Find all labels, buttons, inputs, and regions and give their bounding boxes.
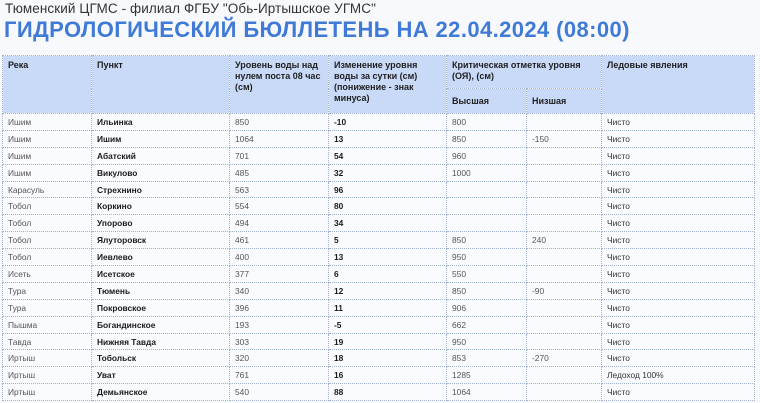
cell-level: 494	[230, 215, 329, 232]
cell-level: 701	[230, 147, 329, 164]
table-row	[3, 282, 755, 299]
cell-change: 12	[329, 282, 447, 299]
cell-ice: Чисто	[602, 350, 755, 367]
cell-critical-low	[527, 164, 602, 181]
cell-level: 554	[230, 198, 329, 215]
cell-critical-low	[527, 367, 602, 384]
table-row	[3, 333, 755, 350]
cell-change: -10	[329, 114, 447, 131]
cell-river: Иртыш	[3, 350, 92, 367]
cell-ice: Чисто	[602, 114, 755, 131]
cell-level: 850	[230, 114, 329, 131]
cell-ice: Чисто	[602, 266, 755, 283]
table-row	[3, 249, 755, 266]
cell-change: 88	[329, 384, 447, 401]
organization-subtitle: Тюменский ЦГМС - филиал ФГБУ "Обь-Иртышское УГМС"	[5, 1, 377, 16]
cell-river: Исеть	[3, 266, 92, 283]
cell-level: 340	[230, 282, 329, 299]
cell-change: 19	[329, 333, 447, 350]
cell-ice: Чисто	[602, 384, 755, 401]
column-header-critical-high: Высшая	[447, 89, 527, 114]
cell-station: Демьянское	[92, 384, 230, 401]
cell-station: Нижняя Тавда	[92, 333, 230, 350]
cell-river: Ишим	[3, 130, 92, 147]
cell-ice: Чисто	[602, 249, 755, 266]
cell-change: 18	[329, 350, 447, 367]
cell-station: Исетское	[92, 266, 230, 283]
table-row	[3, 164, 755, 181]
cell-ice: Чисто	[602, 181, 755, 198]
table-row	[3, 114, 755, 131]
cell-ice: Чисто	[602, 147, 755, 164]
cell-critical-high: 850	[447, 130, 527, 147]
cell-station: Уват	[92, 367, 230, 384]
cell-river: Тобол	[3, 232, 92, 249]
cell-critical-low	[527, 333, 602, 350]
cell-change: 16	[329, 367, 447, 384]
table-row	[3, 232, 755, 249]
cell-change: 11	[329, 299, 447, 316]
cell-critical-low	[527, 266, 602, 283]
cell-change: 5	[329, 232, 447, 249]
table-row	[3, 147, 755, 164]
cell-critical-high	[447, 181, 527, 198]
cell-change: 80	[329, 198, 447, 215]
cell-station: Богандинское	[92, 316, 230, 333]
cell-level: 303	[230, 333, 329, 350]
table-row	[3, 266, 755, 283]
cell-critical-low	[527, 249, 602, 266]
cell-river: Тура	[3, 282, 92, 299]
cell-river: Пышма	[3, 316, 92, 333]
cell-river: Тобол	[3, 215, 92, 232]
cell-level: 193	[230, 316, 329, 333]
cell-river: Ишим	[3, 147, 92, 164]
cell-station: Абатский	[92, 147, 230, 164]
cell-critical-high: 950	[447, 333, 527, 350]
cell-river: Тобол	[3, 198, 92, 215]
cell-critical-high: 800	[447, 114, 527, 131]
table-row	[3, 299, 755, 316]
cell-level: 761	[230, 367, 329, 384]
cell-ice: Ледоход 100%	[602, 367, 755, 384]
cell-critical-low	[527, 198, 602, 215]
cell-ice: Чисто	[602, 333, 755, 350]
cell-critical-high: 1285	[447, 367, 527, 384]
cell-river: Иртыш	[3, 384, 92, 401]
cell-ice: Чисто	[602, 316, 755, 333]
cell-critical-high: 960	[447, 147, 527, 164]
cell-station: Тюмень	[92, 282, 230, 299]
cell-level: 377	[230, 266, 329, 283]
cell-critical-high: 1000	[447, 164, 527, 181]
hydrology-table	[2, 55, 755, 401]
cell-river: Иртыш	[3, 367, 92, 384]
column-header-critical-low: Низшая	[527, 89, 602, 114]
column-header-critical: Критическая отметка уровня (ОЯ), (см)	[447, 56, 602, 89]
cell-ice: Чисто	[602, 164, 755, 181]
cell-critical-low	[527, 147, 602, 164]
cell-level: 1064	[230, 130, 329, 147]
column-header-station: Пункт	[92, 56, 230, 114]
cell-change: 13	[329, 130, 447, 147]
cell-critical-high: 550	[447, 266, 527, 283]
cell-level: 540	[230, 384, 329, 401]
column-header-change: Изменение уровня воды за сутки (см) (понижение - знак минуса)	[329, 56, 447, 114]
cell-ice: Чисто	[602, 282, 755, 299]
cell-change: 96	[329, 181, 447, 198]
table-row	[3, 350, 755, 367]
column-header-level: Уровень воды над нулем поста 08 час (см)	[230, 56, 329, 114]
cell-critical-low	[527, 181, 602, 198]
column-header-ice: Ледовые явления	[602, 56, 755, 114]
table-row	[3, 181, 755, 198]
cell-ice: Чисто	[602, 130, 755, 147]
cell-river: Тура	[3, 299, 92, 316]
cell-critical-low: -90	[527, 282, 602, 299]
cell-level: 400	[230, 249, 329, 266]
table-row	[3, 198, 755, 215]
cell-critical-high: 906	[447, 299, 527, 316]
cell-station: Стрехнино	[92, 181, 230, 198]
cell-critical-low: -270	[527, 350, 602, 367]
cell-river: Тавда	[3, 333, 92, 350]
cell-critical-low	[527, 316, 602, 333]
table-row	[3, 130, 755, 147]
cell-level: 563	[230, 181, 329, 198]
cell-critical-low	[527, 215, 602, 232]
cell-critical-high: 1064	[447, 384, 527, 401]
cell-change: 32	[329, 164, 447, 181]
table-row	[3, 316, 755, 333]
table-body	[3, 114, 755, 401]
table-row	[3, 367, 755, 384]
cell-station: Покровское	[92, 299, 230, 316]
table-row	[3, 215, 755, 232]
cell-critical-low	[527, 299, 602, 316]
cell-river: Ишим	[3, 164, 92, 181]
cell-critical-low: 240	[527, 232, 602, 249]
cell-critical-high: 950	[447, 249, 527, 266]
cell-change: -5	[329, 316, 447, 333]
page-title: ГИДРОЛОГИЧЕСКИЙ БЮЛЛЕТЕНЬ НА 22.04.2024 (08:00)	[4, 17, 630, 42]
cell-critical-high	[447, 198, 527, 215]
cell-station: Ильинка	[92, 114, 230, 131]
cell-level: 485	[230, 164, 329, 181]
cell-river: Тобол	[3, 249, 92, 266]
cell-ice: Чисто	[602, 232, 755, 249]
cell-river: Ишим	[3, 114, 92, 131]
cell-critical-high: 850	[447, 282, 527, 299]
cell-station: Ишим	[92, 130, 230, 147]
cell-change: 13	[329, 249, 447, 266]
cell-ice: Чисто	[602, 299, 755, 316]
column-header-river: Река	[3, 56, 92, 114]
cell-critical-low: -150	[527, 130, 602, 147]
cell-station: Упорово	[92, 215, 230, 232]
cell-station: Тобольск	[92, 350, 230, 367]
cell-critical-high: 850	[447, 232, 527, 249]
cell-change: 34	[329, 215, 447, 232]
cell-station: Иевлево	[92, 249, 230, 266]
cell-river: Карасуль	[3, 181, 92, 198]
cell-ice: Чисто	[602, 198, 755, 215]
cell-station: Коркино	[92, 198, 230, 215]
cell-station: Викулово	[92, 164, 230, 181]
cell-change: 54	[329, 147, 447, 164]
cell-critical-high	[447, 215, 527, 232]
cell-station: Ялуторовск	[92, 232, 230, 249]
cell-critical-high: 662	[447, 316, 527, 333]
table-row	[3, 384, 755, 401]
cell-level: 396	[230, 299, 329, 316]
table-header-row	[3, 56, 755, 89]
cell-critical-low	[527, 114, 602, 131]
cell-ice: Чисто	[602, 215, 755, 232]
cell-change: 6	[329, 266, 447, 283]
cell-level: 320	[230, 350, 329, 367]
cell-critical-high: 853	[447, 350, 527, 367]
cell-critical-low	[527, 384, 602, 401]
cell-level: 461	[230, 232, 329, 249]
